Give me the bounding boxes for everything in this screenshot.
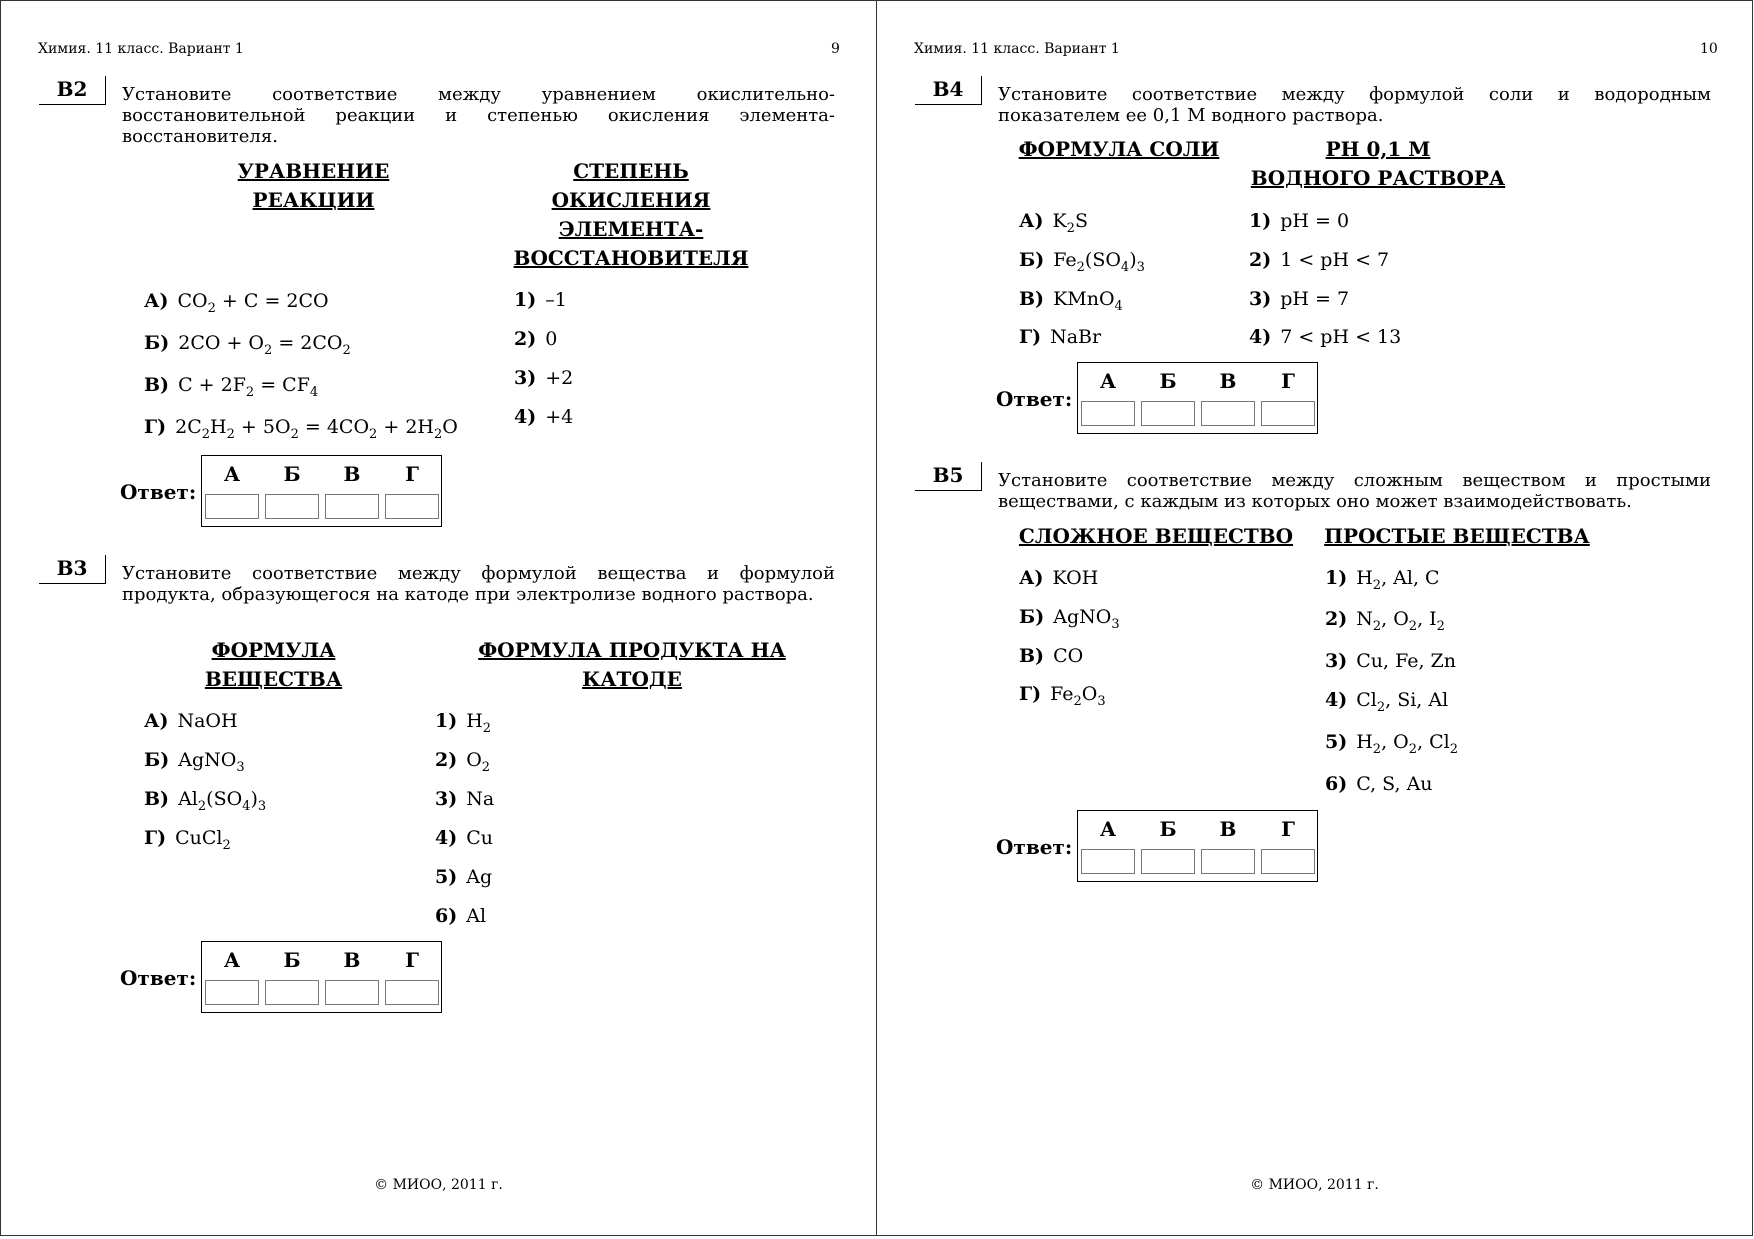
task-label: В4 (915, 76, 982, 105)
option-value: +2 (545, 367, 574, 389)
option-key: 2) (514, 328, 537, 350)
option-key: 1) (1325, 567, 1348, 589)
column-header-line: ЭЛЕМЕНТА- (558, 217, 704, 241)
answer-cell-a[interactable] (1081, 401, 1135, 426)
answer-letter: В (1219, 369, 1237, 393)
option-1 (1249, 209, 1349, 233)
option-value: Na (466, 788, 495, 810)
option-3 (1325, 649, 1456, 673)
answer-letter: А (223, 948, 241, 972)
option-key: 1) (514, 289, 537, 311)
option-value: Ag (466, 866, 493, 888)
option-value: pH = 7 (1280, 288, 1350, 310)
answer-letter: В (343, 948, 361, 972)
option-value: 0 (545, 328, 558, 350)
option-b: Б) $Fe_2(SO_4)_3$ (1019, 249, 1145, 275)
answer-letter: Г (405, 948, 419, 972)
page-number: 9 (831, 41, 840, 57)
answer-letter: А (223, 462, 241, 486)
column-header-right (471, 636, 793, 694)
answer-label: Ответ: (996, 387, 1073, 411)
answer-letter: В (1219, 817, 1237, 841)
column-header-line: ОКИСЛЕНИЯ (551, 188, 711, 212)
answer-cell-b[interactable] (1141, 849, 1195, 874)
column-header-right (1321, 522, 1593, 551)
option-3 (435, 787, 494, 811)
option-6 (435, 904, 486, 928)
option-g (1019, 325, 1101, 349)
option-3 (1249, 287, 1349, 311)
option-key: А) (144, 290, 169, 312)
option-4 (1249, 325, 1401, 349)
column-header-line: СЛОЖНОЕ ВЕЩЕСТВО (1018, 524, 1294, 548)
option-4: 4) $Cl_2$, Si, Al (1325, 689, 1449, 715)
answer-letter: Г (1281, 369, 1295, 393)
option-1: 1) $H_2$ (435, 710, 492, 736)
option-key: 3) (1325, 650, 1348, 672)
option-key: Б) (144, 749, 170, 771)
option-b: Б) AgNO$_3$ (1019, 606, 1120, 632)
option-value: Cu (466, 827, 493, 849)
option-key: Г) (1019, 326, 1042, 348)
left-page (0, 0, 877, 1236)
option-value: C, S, Au (1356, 773, 1433, 795)
page-header-title: Химия. 11 класс. Вариант 1 (914, 41, 1120, 57)
option-key: В) (144, 788, 170, 810)
option-value: KOH (1052, 567, 1099, 589)
column-header-line: ПРОСТЫЕ ВЕЩЕСТВА (1324, 524, 1590, 548)
option-v: В) $Al_2(SO_4)_3$ (144, 788, 267, 814)
option-b: Б) $2CO + O_2 = 2CO_2$ (144, 332, 351, 358)
answer-label: Ответ: (120, 966, 197, 990)
option-v: В) $C + 2F_2 = CF_4$ (144, 374, 319, 400)
option-5 (435, 865, 492, 889)
answer-cell-v[interactable] (1201, 849, 1255, 874)
option-4 (435, 826, 493, 850)
answer-cell-b[interactable] (265, 980, 319, 1005)
answer-label: Ответ: (120, 480, 197, 504)
answer-letter: Б (283, 948, 301, 972)
option-key: 1) (435, 710, 458, 732)
option-key: 6) (1325, 773, 1348, 795)
option-key: Г) (1019, 683, 1042, 705)
answer-cell-v[interactable] (325, 980, 379, 1005)
option-1 (514, 288, 567, 312)
option-5: 5) $H_2$, $O_2$, $Cl_2$ (1325, 731, 1458, 757)
task-label: В5 (915, 462, 982, 491)
answer-table (1077, 810, 1318, 882)
option-2 (1249, 248, 1389, 272)
option-key: А) (1019, 210, 1044, 232)
option-key: А) (144, 710, 169, 732)
option-key: 4) (514, 406, 537, 428)
option-key: В) (144, 374, 170, 396)
option-key: 4) (1249, 326, 1272, 348)
option-key: 2) (435, 749, 458, 771)
answer-cell-g[interactable] (1261, 401, 1315, 426)
answer-letter: А (1099, 817, 1117, 841)
option-g: Г) CuCl$_2$ (144, 827, 231, 853)
option-key: В) (1019, 645, 1045, 667)
option-v: В) KMnO$_4$ (1019, 288, 1123, 314)
option-3 (514, 366, 573, 390)
option-key: 2) (1325, 608, 1348, 630)
column-header-line: УРАВНЕНИЕ (237, 159, 390, 183)
option-value: Cu, Fe, Zn (1356, 650, 1456, 672)
option-key: 5) (435, 866, 458, 888)
column-header-line: СТЕПЕНЬ (573, 159, 689, 183)
answer-cell-a[interactable] (1081, 849, 1135, 874)
option-value: +4 (545, 406, 574, 428)
answer-letter: В (343, 462, 361, 486)
option-key: 3) (514, 367, 537, 389)
task-prompt: Установите соответствие между формулой соли и водородным показателем ее 0,1 М водного раствора. (998, 84, 1711, 126)
option-value: NaBr (1050, 326, 1102, 348)
answer-letter: Б (1159, 369, 1177, 393)
option-2 (514, 327, 557, 351)
column-header-right (1247, 135, 1509, 193)
option-1: 1) $H_2$, Al, C (1325, 567, 1440, 593)
page-footer: © МИОО, 2011 г. (374, 1177, 503, 1193)
answer-cell-a[interactable] (205, 494, 259, 519)
option-value: 1 < pH < 7 (1280, 249, 1390, 271)
answer-letter: Г (1281, 817, 1295, 841)
answer-letter: Б (283, 462, 301, 486)
option-a: А) $K_2S$ (1019, 210, 1088, 236)
answer-table (201, 455, 442, 527)
column-header-left (1016, 522, 1296, 551)
column-header-line: ФОРМУЛА (211, 638, 336, 662)
column-header-line: ВОССТАНОВИТЕЛЯ (513, 246, 749, 270)
answer-cell-v[interactable] (325, 494, 379, 519)
answer-cell-b[interactable] (265, 494, 319, 519)
option-key: В) (1019, 288, 1045, 310)
option-2: 2) $O_2$ (435, 749, 491, 775)
answer-cell-v[interactable] (1201, 401, 1255, 426)
column-header-line: ВОДНОГО РАСТВОРА (1250, 166, 1506, 190)
column-header-line: РЕАКЦИИ (252, 188, 375, 212)
column-header-line: ФОРМУЛА ПРОДУКТА НА (478, 638, 786, 662)
answer-cell-b[interactable] (1141, 401, 1195, 426)
option-key: Г) (144, 827, 167, 849)
option-a: А) $CO_2 + C = 2CO$ (144, 290, 329, 316)
option-key: 6) (435, 905, 458, 927)
answer-cell-g[interactable] (385, 980, 439, 1005)
option-key: 1) (1249, 210, 1272, 232)
option-key: 3) (1249, 288, 1272, 310)
answer-table (201, 941, 442, 1013)
answer-cell-g[interactable] (385, 494, 439, 519)
answer-letter: Г (405, 462, 419, 486)
column-header-left (181, 636, 366, 694)
answer-letter: Б (1159, 817, 1177, 841)
option-v (1019, 644, 1083, 668)
option-key: 5) (1325, 731, 1348, 753)
right-page (876, 0, 1753, 1236)
task-prompt: Установите соответствие между уравнением окислительно-восстановительной реакции и степенью окисления элемента-восстановителя. (122, 84, 835, 147)
option-6 (1325, 772, 1433, 796)
option-value: 7 < pH < 13 (1280, 326, 1402, 348)
page-footer: © МИОО, 2011 г. (1250, 1177, 1379, 1193)
column-header-left (1016, 135, 1222, 164)
option-value: –1 (545, 289, 567, 311)
task-prompt: Установите соответствие между сложным веществом и простыми веществами, с каждым из которых оно может взаимодействовать. (998, 470, 1711, 512)
option-g: Г) $2C_2H_2 + 5O_2 = 4CO_2 + 2H_2O$ (144, 416, 458, 442)
task-label: В2 (39, 76, 106, 105)
answer-cell-g[interactable] (1261, 849, 1315, 874)
answer-cell-a[interactable] (205, 980, 259, 1005)
option-value: pH = 0 (1280, 210, 1350, 232)
column-header-left (211, 157, 416, 215)
column-header-line: PH 0,1 M (1325, 137, 1431, 161)
option-a: А) NaOH (144, 710, 238, 732)
option-key: Б) (1019, 249, 1045, 271)
page-number: 10 (1700, 41, 1718, 57)
task-label: В3 (39, 555, 106, 584)
answer-letter: А (1099, 369, 1117, 393)
option-value: CO (1053, 645, 1084, 667)
option-a (1019, 566, 1098, 590)
option-4 (514, 405, 573, 429)
option-value: Al (466, 905, 487, 927)
option-b: Б) AgNO$_3$ (144, 749, 245, 775)
column-header-line: КАТОДЕ (582, 667, 682, 691)
option-key: Б) (144, 332, 170, 354)
option-g: Г) $Fe_2O_3$ (1019, 683, 1106, 709)
option-key: 2) (1249, 249, 1272, 271)
column-header-line: ВЕЩЕСТВА (204, 667, 343, 691)
task-prompt: Установите соответствие между формулой вещества и формулой продукта, образующегося на катоде при электролизе водного раствора. (122, 563, 835, 605)
column-header-right (506, 157, 756, 273)
option-2: 2) $N_2$, $O_2$, $I_2$ (1325, 608, 1445, 634)
option-key: 3) (435, 788, 458, 810)
answer-label: Ответ: (996, 835, 1073, 859)
option-key: Г) (144, 416, 167, 438)
answer-table (1077, 362, 1318, 434)
option-key: 4) (1325, 689, 1348, 711)
option-key: 4) (435, 827, 458, 849)
option-key: Б) (1019, 606, 1045, 628)
column-header-line: ФОРМУЛА СОЛИ (1018, 137, 1220, 161)
option-key: А) (1019, 567, 1044, 589)
page-header-title: Химия. 11 класс. Вариант 1 (38, 41, 244, 57)
